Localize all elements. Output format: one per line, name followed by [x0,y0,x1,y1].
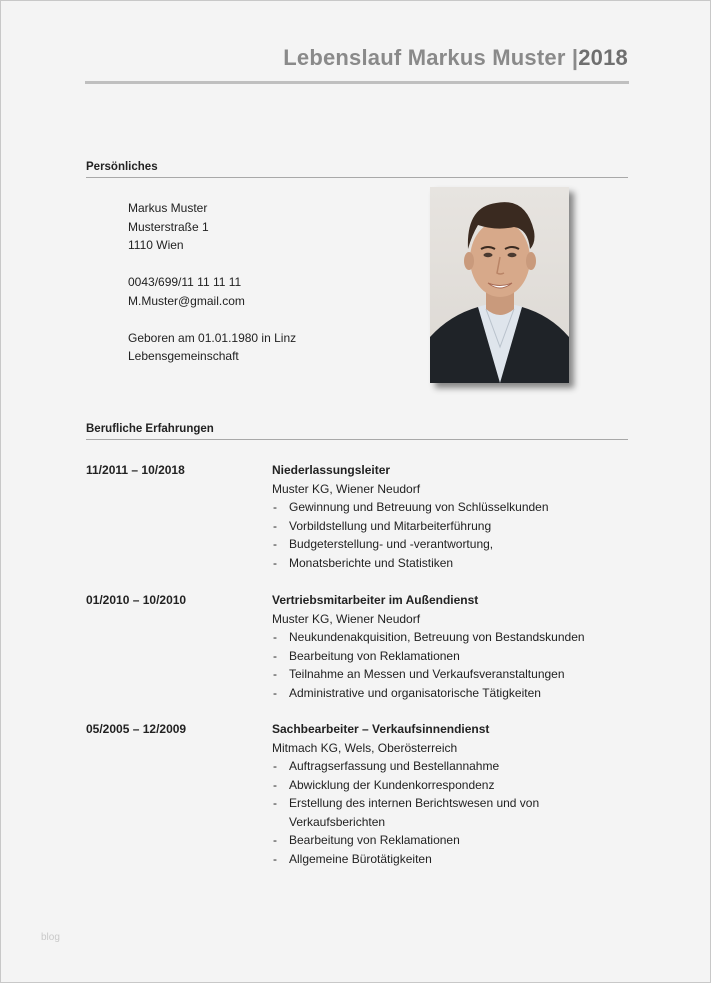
job-company: Muster KG, Wiener Neudorf [272,481,421,496]
job-dates: 11/2011 – 10/2018 [86,463,185,477]
job-task: - Abwicklung der Kundenkorrespondenz [272,776,632,795]
job-task: - Auftragserfassung und Bestellannahme [272,757,632,776]
job-task: - Erstellung des internen Berichtswesen und von Verkaufsberichten [272,794,559,831]
job-task: - Neukundenakquisition, Betreuung von Bestandskunden [272,628,632,647]
section-heading-personal: Persönliches [86,161,628,178]
job-task: - Allgemeine Bürotätigkeiten [272,850,632,869]
job-task: - Monatsberichte und Statistiken [272,554,632,573]
person-name: Markus Muster [128,201,208,215]
title-text: Lebenslauf Markus Muster | [283,45,579,70]
email-address: M.Muster@gmail.com [128,293,245,308]
profile-photo [430,187,569,383]
job-dates: 05/2005 – 12/2009 [86,722,187,736]
page-title [85,45,628,71]
birth-info: Geboren am 01.01.1980 in Linz [128,330,297,345]
job-task: - Bearbeitung von Reklamationen [272,647,632,666]
section-heading-experience: Berufliche Erfahrungen [86,423,628,440]
job-task: - Budgeterstellung- und -verantwortung, [272,535,632,554]
job-role: Niederlassungsleiter [272,463,391,477]
phone-number: 0043/699/11 11 11 11 [128,275,242,289]
relationship-status: Lebensgemeinschaft [128,349,239,363]
job-task-list [272,757,632,868]
job-company: Mitmach KG, Wels, Oberösterreich [272,740,458,755]
job-dates: 01/2010 – 10/2010 [86,593,187,607]
job-task: - Gewinnung und Betreuung von Schlüsselkunden [272,498,632,517]
job-task: - Vorbildstellung und Mitarbeiterführung [272,517,632,536]
address-city: 1110 Wien [128,238,184,252]
job-task: - Administrative und organisatorische Tätigkeiten [272,684,632,703]
address-street: Musterstraße 1 [128,219,209,234]
watermark: blog [41,932,60,943]
job-company: Muster KG, Wiener Neudorf [272,611,421,626]
personal-details [128,199,296,366]
job-task-list [272,498,632,572]
title-rule [85,81,629,84]
job-task: - Bearbeitung von Reklamationen [272,831,632,850]
job-task: - Teilnahme an Messen und Verkaufsveranstaltungen [272,665,632,684]
job-task-list [272,628,632,702]
job-role: Vertriebsmitarbeiter im Außendienst [272,593,479,607]
job-role: Sachbearbeiter – Verkaufsinnendienst [272,722,490,736]
title-year: 2018 [578,45,628,70]
